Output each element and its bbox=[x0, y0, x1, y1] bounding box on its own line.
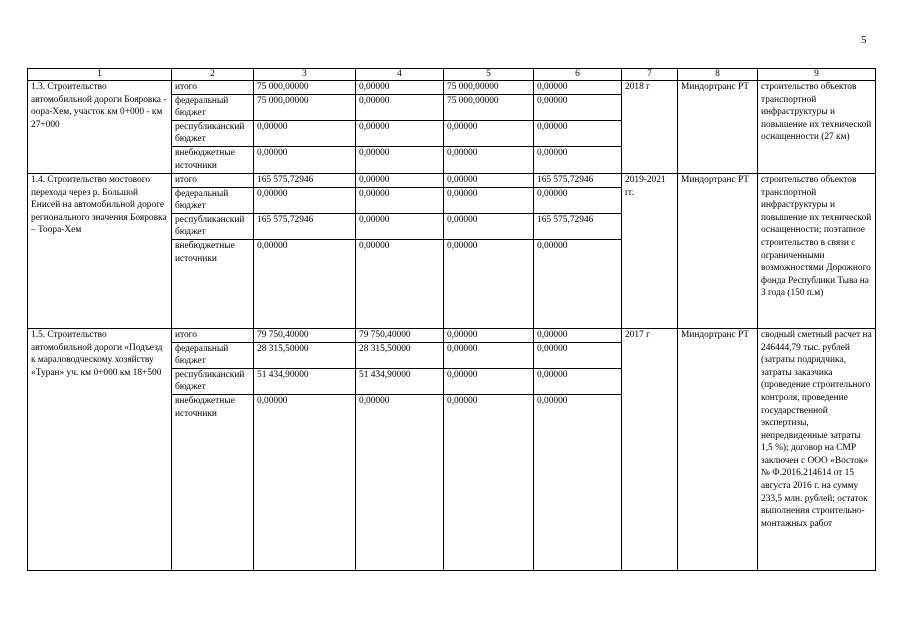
year-cell: 2017 г bbox=[622, 328, 678, 570]
page-number: 5 bbox=[861, 34, 867, 46]
amount-cell: 0,00000 bbox=[356, 94, 444, 120]
amount-cell: 0,00000 bbox=[534, 120, 622, 146]
amount-cell: 0,00000 bbox=[444, 146, 534, 173]
amount-cell: 75 000,00000 bbox=[444, 94, 534, 120]
amount-total-cell: 79 750,40000 bbox=[254, 328, 356, 342]
amount-total-cell: 0,00000 bbox=[254, 187, 356, 213]
source-cell: итого bbox=[172, 173, 254, 187]
header-cell: 2 bbox=[172, 69, 254, 81]
header-cell: 6 bbox=[534, 69, 622, 81]
amount-cell: 0,00000 bbox=[534, 342, 622, 368]
source-cell: федеральный бюджет bbox=[172, 187, 254, 213]
amount-cell: 0,00000 bbox=[444, 328, 534, 342]
header-cell: 5 bbox=[444, 69, 534, 81]
source-cell: внебюджетные источники bbox=[172, 394, 254, 570]
header-cell: 8 bbox=[678, 69, 758, 81]
amount-total-cell: 165 575,72946 bbox=[254, 213, 356, 239]
amount-total-cell: 0,00000 bbox=[254, 146, 356, 173]
source-cell: федеральный бюджет bbox=[172, 94, 254, 120]
amount-cell: 51 434,90000 bbox=[356, 368, 444, 394]
amount-cell: 0,00000 bbox=[444, 120, 534, 146]
amount-cell: 0,00000 bbox=[356, 187, 444, 213]
amount-cell: 79 750,40000 bbox=[356, 328, 444, 342]
amount-cell: 0,00000 bbox=[534, 368, 622, 394]
year-cell: 2018 г bbox=[622, 81, 678, 174]
source-cell: итого bbox=[172, 81, 254, 95]
source-cell: республиканский бюджет bbox=[172, 213, 254, 239]
amount-total-cell: 0,00000 bbox=[254, 239, 356, 328]
executor-cell: Миндортранс РТ bbox=[678, 328, 758, 570]
amount-cell: 0,00000 bbox=[534, 328, 622, 342]
amount-cell: 0,00000 bbox=[444, 342, 534, 368]
source-cell: внебюджетные источники bbox=[172, 146, 254, 173]
amount-total-cell: 75 000,00000 bbox=[254, 94, 356, 120]
amount-cell: 0,00000 bbox=[356, 239, 444, 328]
amount-cell: 0,00000 bbox=[444, 394, 534, 570]
source-cell: республиканский бюджет bbox=[172, 120, 254, 146]
amount-cell: 0,00000 bbox=[444, 173, 534, 187]
amount-cell: 165 575,72946 bbox=[534, 173, 622, 187]
amount-cell: 0,00000 bbox=[534, 394, 622, 570]
amount-total-cell: 0,00000 bbox=[254, 120, 356, 146]
project-name-cell: 1.4. Строительство мостового перехода через р. Большой Енисей на автомобильной дороге регионального значения Бояровка – Тоора-Хем bbox=[28, 173, 172, 328]
table-row bbox=[28, 173, 876, 187]
amount-total-cell: 165 575,72946 bbox=[254, 173, 356, 187]
amount-cell: 0,00000 bbox=[356, 120, 444, 146]
header-cell: 4 bbox=[356, 69, 444, 81]
amount-total-cell: 75 000,00000 bbox=[254, 81, 356, 95]
amount-cell: 28 315,50000 bbox=[356, 342, 444, 368]
header-cell: 1 bbox=[28, 69, 172, 81]
amount-cell: 0,00000 bbox=[356, 146, 444, 173]
amount-cell: 0,00000 bbox=[444, 368, 534, 394]
header-cell: 7 bbox=[622, 69, 678, 81]
source-cell: федеральный бюджет bbox=[172, 342, 254, 368]
amount-cell: 0,00000 bbox=[356, 213, 444, 239]
amount-cell: 75 000,00000 bbox=[444, 81, 534, 95]
amount-cell: 0,00000 bbox=[534, 239, 622, 328]
source-cell: республиканский бюджет bbox=[172, 368, 254, 394]
financing-table bbox=[27, 68, 876, 571]
year-cell: 2019-2021 гг. bbox=[622, 173, 678, 328]
amount-cell: 0,00000 bbox=[534, 187, 622, 213]
header-row bbox=[28, 69, 876, 81]
amount-cell: 0,00000 bbox=[356, 173, 444, 187]
amount-cell: 0,00000 bbox=[444, 239, 534, 328]
header-cell: 9 bbox=[758, 69, 876, 81]
source-cell: итого bbox=[172, 328, 254, 342]
project-name-cell: 1.5. Строительство автомобильной дороги «Подъезд к мараловодческому хозяйству «Туран» уч. км 0+000 км 18+500 bbox=[28, 328, 172, 570]
result-cell: строительство объектов транспортной инфраструктуры и повышение их технической оснащенности (27 км) bbox=[758, 81, 876, 174]
amount-total-cell: 28 315,50000 bbox=[254, 342, 356, 368]
amount-cell: 0,00000 bbox=[444, 187, 534, 213]
amount-cell: 0,00000 bbox=[534, 81, 622, 95]
table-row bbox=[28, 328, 876, 342]
amount-cell: 0,00000 bbox=[356, 81, 444, 95]
amount-cell: 0,00000 bbox=[444, 213, 534, 239]
project-name-cell: 1.3. Строительство автомобильной дороги Бояровка - оора-Хем, участок км 0+000 - км 27+000 bbox=[28, 81, 172, 174]
amount-cell: 0,00000 bbox=[356, 394, 444, 570]
source-cell: внебюджетные источники bbox=[172, 239, 254, 328]
amount-total-cell: 51 434,90000 bbox=[254, 368, 356, 394]
amount-cell: 165 575,72946 bbox=[534, 213, 622, 239]
executor-cell: Миндортранс РТ bbox=[678, 81, 758, 174]
amount-total-cell: 0,00000 bbox=[254, 394, 356, 570]
table-row bbox=[28, 81, 876, 95]
header-cell: 3 bbox=[254, 69, 356, 81]
amount-cell: 0,00000 bbox=[534, 94, 622, 120]
amount-cell: 0,00000 bbox=[534, 146, 622, 173]
result-cell: сводный сметный расчет на 246444,79 тыс. рублей (затраты подрядчика, затраты заказчика (проведение строительного контроля, проведение государственной экспертизы, непредвиденные затраты 1,5 %); договор на СМР заключен с ООО «Восток» № Ф.2016.214614 от 15 августа 2016 г. на сумму 233,5 млн. рублей; остаток выполнения строительно-монтажных работ bbox=[758, 328, 876, 570]
executor-cell: Миндортранс РТ bbox=[678, 173, 758, 328]
result-cell: строительство объектов транспортной инфраструктуры и повышение их технической оснащенности; поэтапное строительство в связи с ограниченными возможностями Дорожного фонда Республики Тыва на 3 года (150 п.м) bbox=[758, 173, 876, 328]
